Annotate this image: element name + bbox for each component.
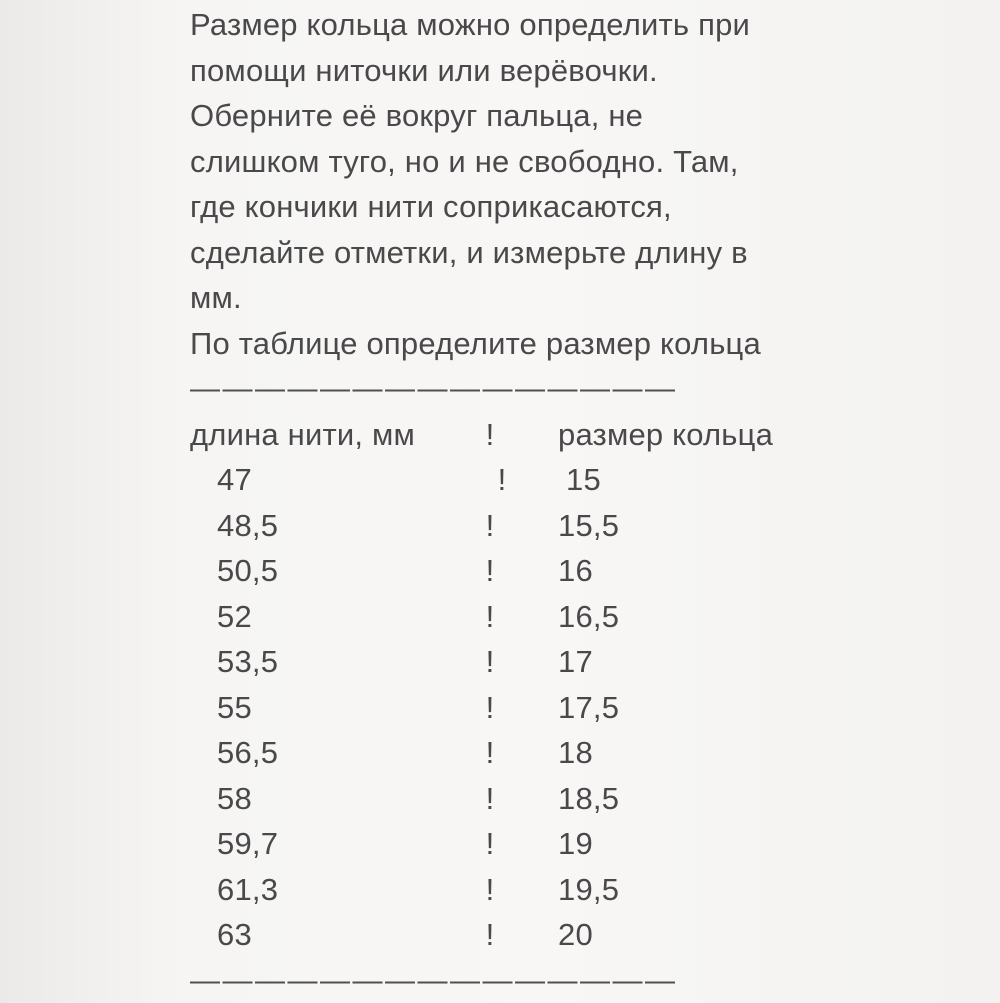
intro-line: слишком туго, но и не свободно. Там,: [190, 139, 830, 185]
ring-size-value: 20: [510, 912, 830, 958]
intro-line: Размер кольца можно определить при: [190, 2, 830, 48]
divider-line-bottom: ———————————————: [190, 958, 735, 1003]
table-row: [190, 685, 830, 731]
thread-length-value: 50,5: [190, 548, 470, 594]
table-row: [190, 821, 830, 867]
thread-length-value: 53,5: [190, 639, 470, 685]
row-separator: !: [470, 821, 510, 867]
row-separator: !: [470, 503, 510, 549]
row-separator: !: [470, 548, 510, 594]
intro-line: где кончики нити соприкасаются,: [190, 184, 830, 230]
ring-size-value: 15,5: [510, 503, 830, 549]
ring-size-value: 16,5: [510, 594, 830, 640]
thread-length-value: 63: [190, 912, 470, 958]
table-row: [190, 594, 830, 640]
table-row: [190, 503, 830, 549]
document-content: [190, 2, 830, 1003]
ring-size-value: 18,5: [510, 776, 830, 822]
table-row: [190, 730, 830, 776]
row-separator: !: [470, 685, 510, 731]
table-row: [190, 639, 830, 685]
table-row: [190, 776, 830, 822]
divider-line-top: ———————————————: [190, 366, 735, 412]
row-separator: !: [482, 457, 522, 503]
thread-length-value: 61,3: [190, 867, 470, 913]
ring-size-value: 18: [510, 730, 830, 776]
row-separator: !: [470, 912, 510, 958]
ring-size-value: 15: [518, 457, 838, 503]
thread-length-value: 55: [190, 685, 470, 731]
ring-size-value: 17,5: [510, 685, 830, 731]
intro-line: По таблице определите размер кольца: [190, 321, 830, 367]
column-header-ring-size: размер кольца: [510, 412, 830, 458]
thread-length-value: 48,5: [190, 503, 470, 549]
column-header-thread-length: длина нити, мм: [190, 412, 470, 458]
row-separator: !: [470, 639, 510, 685]
row-separator: !: [470, 867, 510, 913]
table-header-row: [190, 412, 830, 458]
row-separator: !: [470, 730, 510, 776]
thread-length-value: 56,5: [190, 730, 470, 776]
thread-length-value: 59,7: [190, 821, 470, 867]
ring-size-value: 19: [510, 821, 830, 867]
intro-line: помощи ниточки или верёвочки.: [190, 48, 830, 94]
ring-size-value: 16: [510, 548, 830, 594]
intro-line: сделайте отметки, и измерьте длину в: [190, 230, 830, 276]
table-row: [190, 867, 830, 913]
thread-length-value: 47: [190, 457, 470, 503]
table-row: [190, 548, 830, 594]
table-row: [190, 912, 830, 958]
column-separator: !: [470, 412, 510, 458]
ring-size-value: 17: [510, 639, 830, 685]
thread-length-value: 52: [190, 594, 470, 640]
table-row: [190, 457, 830, 503]
intro-line: Оберните её вокруг пальца, не: [190, 93, 830, 139]
row-separator: !: [470, 776, 510, 822]
intro-line: мм.: [190, 275, 830, 321]
row-separator: !: [470, 594, 510, 640]
thread-length-value: 58: [190, 776, 470, 822]
ring-size-value: 19,5: [510, 867, 830, 913]
